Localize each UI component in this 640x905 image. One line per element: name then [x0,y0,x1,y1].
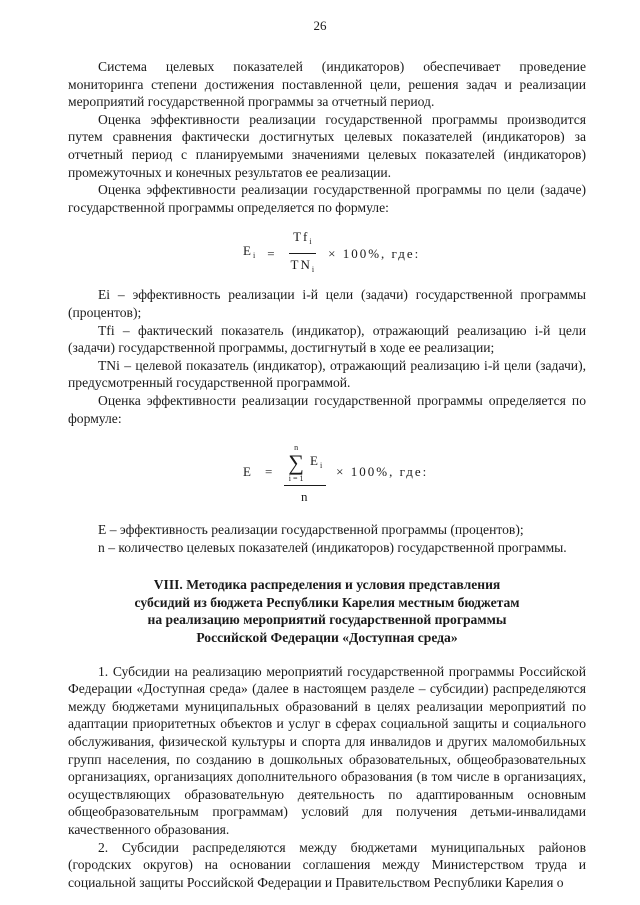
paragraph-program-formula-intro: Оценка эффективности реализации государственной программы определяется по формуле: [68,392,586,426]
definition-tfi: Tfi – фактический показатель (индикатор), отражающий реализацию i-й цели (задачи) государственной программы, достигнутый в ходе ее реализации; [68,322,586,356]
section-heading [68,576,586,646]
paragraph-evaluation-method: Оценка эффективности реализации государственной программы производится путем сравнения фактически достигнутых целевых показателей (индикаторов) за отчетный период с планируемыми значениями целевых показателей (индикаторов) промежуточных и конечных результатов ее реализации. [68,111,586,180]
formula1-eq: = [267,245,277,261]
paragraph-goal-formula-intro: Оценка эффективности реализации государственной программы по цели (задаче) государственной программы определяется по формуле: [68,182,586,215]
formula1-lhs: $E_i$ [243,243,256,261]
paragraph-subsidies-2: 2. Субсидии распределяются между бюджетами муниципальных районов (городских округов) на основании соглашения между Министерством труда и социальной защиты Российской Федерации и Правительством Республики Карелия о [68,839,586,890]
heading-line-3: на реализацию мероприятий государственной программы [147,612,507,628]
formula-goal-efficiency [68,222,586,282]
definition-ei: Ei – эффективность реализации i-й цели (задачи) государственной программы (процентов); [68,287,586,320]
definition-n: n – количество целевых показателей (индикаторов) государственной программы. [98,539,567,555]
formula1-fraction [287,228,319,278]
document-body [68,58,586,891]
paragraph-indicators-system: Система целевых показателей (индикаторов) обеспечивает проведение мониторинга степени достижения поставленной цели, решения задач и реализации мероприятий государственной программы за отчетный период. [68,59,586,110]
formula2-numerator [284,437,326,486]
formula2-eq: = [264,463,275,479]
formula-program-efficiency [68,437,586,513]
sum-term: $E_i$ [309,452,323,470]
heading-line-1: VIII. Методика распределения и условия представления [153,577,501,593]
formula2-fraction [284,437,326,506]
formula2-lhs: E [243,463,253,479]
paragraph-subsidies-1: 1. Субсидии на реализацию мероприятий государственной программы Российской Федерации «Доступная среда» (далее в настоящем разделе – субсидии) распределяются между бюджетами муниципальных образований в целях реализации мероприятий по адаптации приоритетных объектов и услуг в сферах социальной защиты и социального обслуживания, физической культуры и спорта для инвалидов и других маломобильных групп населения, по созданию в дошкольных образовательных, общеобразовательных организациях, организациях дополнительного образования (в том числе в организациях, осуществляющих образовательную деятельность по адаптированным основным общеобразовательным программам) условий для получения детьми-инвалидами качественного образования. [68,663,586,837]
formula1-numerator: $Tf_i$ [289,228,316,254]
sum-symbol: n ∑ i=1 [288,443,306,484]
formula1-denominator: $TN_i$ [290,256,315,274]
definition-e: E – эффективность реализации государственной программы (процентов); [98,522,524,538]
formula2-denominator: n [300,489,310,505]
heading-line-4: Российской Федерации «Доступная среда» [196,630,458,646]
definition-tni: TNi – целевой показатель (индикатор), отражающий реализацию i-й цели (задачи), предусмотренный государственной программой. [68,357,586,391]
formula1-tail: × 100%, где: [328,245,421,261]
page-number: 26 [313,18,327,33]
heading-line-2: субсидий из бюджета Республики Карелия местным бюджетам [134,594,520,610]
formula2-tail: × 100%, где: [336,463,429,479]
